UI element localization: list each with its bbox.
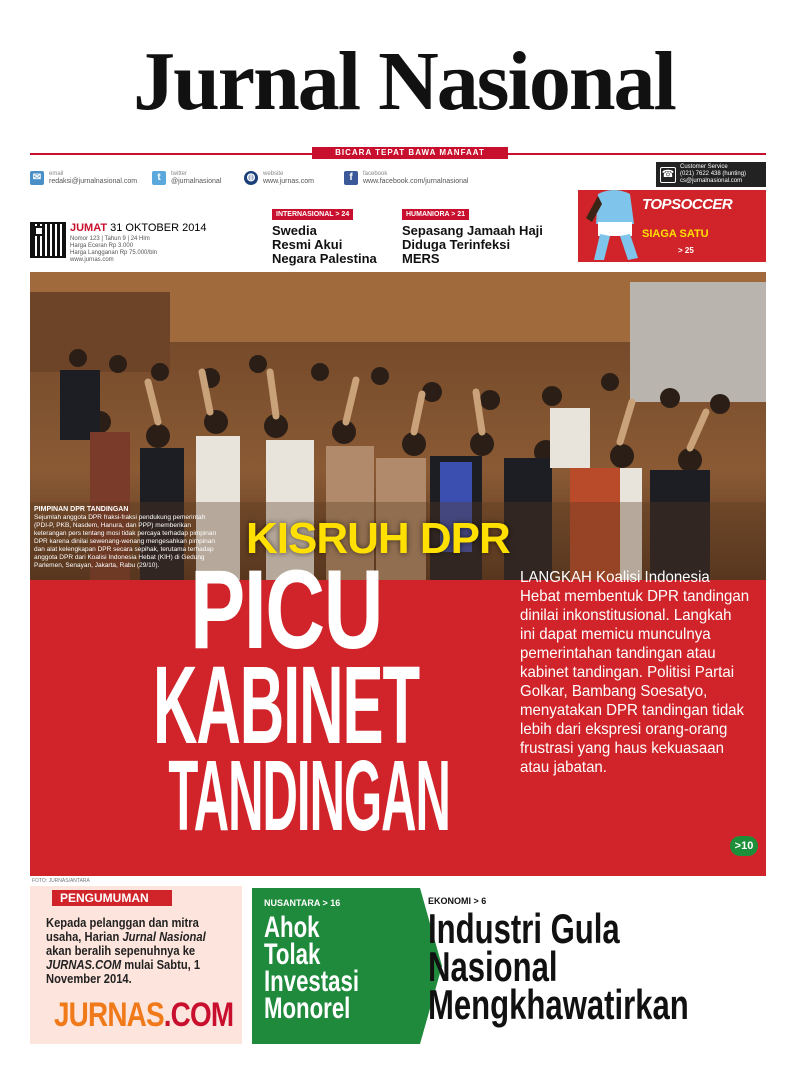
contact-website-value: www.jurnas.com — [263, 178, 314, 185]
teaser-title: Sepasang Jamaah Haji Diduga Terinfeksi MERS — [402, 223, 543, 266]
ekonomi-title: Industri Gula Nasional Mengkhawatirkan — [428, 905, 689, 1028]
headline-line-1: PICU — [189, 547, 383, 672]
nusantara-section: NUSANTARA > 16 — [264, 898, 341, 908]
contact-twitter[interactable]: t twitter @jurnalnasional — [152, 166, 221, 190]
teaser-internasional[interactable] — [272, 203, 384, 266]
twitter-icon: t — [152, 171, 166, 185]
issue-date — [70, 222, 207, 234]
topsoccer-subtitle: SIAGA SATU — [642, 228, 709, 240]
caption-body: Sejumlah anggota DPR fraksi-fraksi pendukung pemerintah (PDI-P, PKB, Nasdem, Hanura, dan PPP) memberikan keterangan pers tentang mosi tidak percaya terhadap pimpinan DPR karena dinilai sewenang-wenang mengesahkan pimpinan dan alat kelengkapan DPR secara sepihak, terutama terhadap anggota DPR dari Koalisi Indonesia Hebat (KIH) di Gedung Parlemen, Senayan, Jakarta, Rabu (29/10). — [34, 514, 217, 569]
globe-icon: ◍ — [244, 171, 258, 185]
teaser-humaniora[interactable] — [402, 203, 578, 266]
teaser-section-label: HUMANIORA > 21 — [402, 209, 469, 220]
issue-date-text: 31 OKTOBER 2014 — [110, 222, 207, 234]
cs-email: cs@jurnalnasional.com — [680, 178, 743, 184]
qr-code-icon — [30, 222, 66, 258]
topsoccer-page: > 25 — [678, 246, 694, 255]
ekonomi-section: EKONOMI > 6 — [428, 896, 487, 906]
masthead-rule-left — [30, 153, 312, 155]
nusantara-title: Ahok Tolak Investasi Monorel — [264, 911, 360, 1025]
pengumuman-text: Kepada pelanggan dan mitra usaha, Harian Jurnal Nasional akan beralih sepenuhnya ke JURNAS.COM mulai Sabtu, 1 November 2014. — [46, 915, 206, 986]
cs-phone: (021) 7622 438 (hunting) — [680, 171, 747, 177]
topsoccer-brand: TOPSOCCER — [642, 196, 733, 213]
continue-page-badge[interactable]: >10 — [730, 836, 758, 856]
main-lede: LANGKAH Koalisi Indonesia Hebat membentuk DPR tandingan dinilai inkonstitusional. Langkah ini dapat memicu munculnya pemerintahan tandingan atau kabinet tandingan. Politisi Partai Golkar, Bambang Soesatyo, menyatakan DPR tandingan tidak lebih dari ekspresi orang-orang frustrasi yang haus kekuasaan atau jabatan. — [520, 569, 750, 776]
masthead-rule-right — [508, 153, 766, 155]
issue-day: JUMAT — [70, 222, 108, 234]
teaser-section-label: INTERNASIONAL > 24 — [272, 209, 353, 220]
ekonomi-teaser[interactable] — [428, 896, 764, 1028]
contact-facebook[interactable]: f facebook www.facebook.com/jurnalnasional — [344, 166, 468, 190]
teaser-title: Swedia Resmi Akui Negara Palestina — [272, 223, 377, 266]
topsoccer-promo[interactable] — [578, 190, 766, 262]
facebook-icon: f — [344, 171, 358, 185]
pengumuman-label: PENGUMUMAN — [52, 890, 172, 906]
main-kicker: KISRUH DPR — [246, 514, 510, 563]
soccer-player-image — [584, 190, 646, 262]
contact-website[interactable]: ◍ website www.jurnas.com — [244, 166, 314, 190]
jurnas-logo[interactable]: JURNAS.COM — [54, 996, 234, 1034]
email-icon: ✉ — [30, 171, 44, 185]
contact-email[interactable]: ✉ email redaksi@jurnalnasional.com — [30, 166, 137, 190]
contact-email-value: redaksi@jurnalnasional.com — [49, 178, 138, 185]
issue-meta: Nomor 123 | Tahun 9 | 24 Hlm Harga Eceran Rp 3.000 Harga Langganan Rp 75.000/bln www.jurnas.com — [70, 236, 158, 263]
contact-twitter-value: @jurnalnasional — [171, 178, 222, 185]
headline-line-2: KABINET — [153, 644, 419, 768]
caption-head: PIMPINAN DPR TANDINGAN — [34, 506, 129, 513]
contact-facebook-value: www.facebook.com/jurnalnasional — [363, 178, 469, 185]
phone-icon: ☎ — [660, 167, 676, 183]
masthead-title: Jurnal Nasional — [133, 35, 675, 128]
main-headline[interactable] — [46, 547, 526, 853]
cs-label: Customer Service — [680, 164, 728, 170]
nusantara-teaser[interactable] — [252, 888, 420, 1044]
masthead-tagline: BICARA TEPAT BAWA MANFAAT — [312, 147, 508, 159]
customer-service-box[interactable] — [656, 162, 766, 187]
pengumuman-box — [30, 886, 242, 1044]
headline-line-3: TANDINGAN — [168, 740, 450, 853]
photo-credit: FOTO: JURNAS/ANTARA — [32, 878, 90, 884]
